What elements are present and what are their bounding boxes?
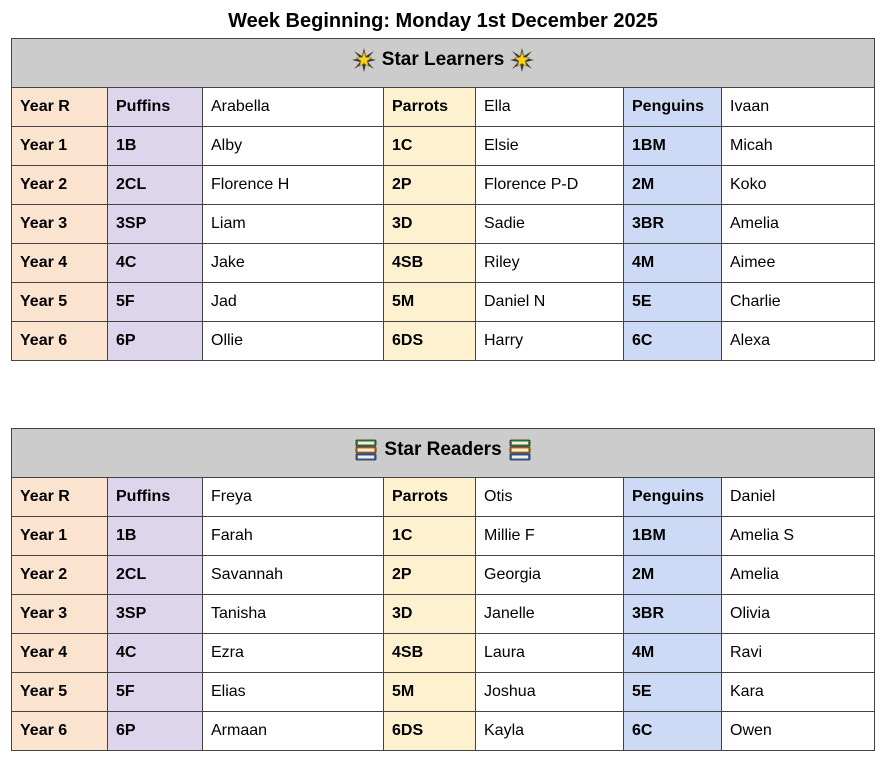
- pupil-name-cell: Jad: [203, 283, 384, 322]
- pupil-name-cell: Ivaan: [722, 88, 875, 127]
- section-heading-label: Star Readers: [384, 439, 502, 460]
- table-row: [12, 673, 875, 712]
- table-row: [12, 556, 875, 595]
- table-row: [12, 205, 875, 244]
- class-cell: 5F: [108, 283, 203, 322]
- year-cell: Year 5: [12, 283, 108, 322]
- class-cell: 6C: [624, 712, 722, 751]
- year-cell: Year 4: [12, 244, 108, 283]
- pupil-name-cell: Freya: [203, 478, 384, 517]
- pupil-name-cell: Ezra: [203, 634, 384, 673]
- pupil-name-cell: Florence P-D: [476, 166, 624, 205]
- class-cell: 5M: [384, 283, 476, 322]
- section-heading-label: Star Learners: [381, 49, 505, 70]
- pupil-name-cell: Janelle: [476, 595, 624, 634]
- class-cell: 3SP: [108, 205, 203, 244]
- pupil-name-cell: Amelia: [722, 205, 875, 244]
- books-icon: [354, 438, 378, 462]
- table-row: [12, 166, 875, 205]
- pupil-name-cell: Owen: [722, 712, 875, 751]
- pupil-name-cell: Laura: [476, 634, 624, 673]
- year-cell: Year R: [12, 478, 108, 517]
- pupil-name-cell: Florence H: [203, 166, 384, 205]
- year-cell: Year 2: [12, 166, 108, 205]
- pupil-name-cell: Daniel N: [476, 283, 624, 322]
- pupil-name-cell: Joshua: [476, 673, 624, 712]
- class-cell: 5E: [624, 673, 722, 712]
- books-icon: [508, 438, 532, 462]
- table-row: [12, 595, 875, 634]
- pupil-name-cell: Arabella: [203, 88, 384, 127]
- class-cell: Parrots: [384, 88, 476, 127]
- class-cell: Puffins: [108, 88, 203, 127]
- pupil-name-cell: Amelia S: [722, 517, 875, 556]
- pupil-name-cell: Elsie: [476, 127, 624, 166]
- class-cell: 6C: [624, 322, 722, 361]
- class-cell: 6DS: [384, 712, 476, 751]
- pupil-name-cell: Jake: [203, 244, 384, 283]
- class-cell: 6P: [108, 322, 203, 361]
- class-cell: 1BM: [624, 127, 722, 166]
- pupil-name-cell: Georgia: [476, 556, 624, 595]
- table-row: [12, 88, 875, 127]
- table-row: [12, 283, 875, 322]
- pupil-name-cell: Micah: [722, 127, 875, 166]
- pupil-name-cell: Ollie: [203, 322, 384, 361]
- pupil-name-cell: Sadie: [476, 205, 624, 244]
- star-learners-table: [11, 38, 875, 361]
- class-cell: 3BR: [624, 595, 722, 634]
- class-cell: 2M: [624, 166, 722, 205]
- year-cell: Year 6: [12, 322, 108, 361]
- pupil-name-cell: Tanisha: [203, 595, 384, 634]
- pupil-name-cell: Aimee: [722, 244, 875, 283]
- year-cell: Year 3: [12, 595, 108, 634]
- pupil-name-cell: Savannah: [203, 556, 384, 595]
- class-cell: 3BR: [624, 205, 722, 244]
- pupil-name-cell: Millie F: [476, 517, 624, 556]
- class-cell: 4C: [108, 634, 203, 673]
- table-row: [12, 478, 875, 517]
- year-cell: Year 6: [12, 712, 108, 751]
- pupil-name-cell: Ella: [476, 88, 624, 127]
- class-cell: 3D: [384, 205, 476, 244]
- class-cell: 2P: [384, 166, 476, 205]
- class-cell: 2M: [624, 556, 722, 595]
- pupil-name-cell: Charlie: [722, 283, 875, 322]
- pupil-name-cell: Amelia: [722, 556, 875, 595]
- pupil-name-cell: Riley: [476, 244, 624, 283]
- class-cell: 1B: [108, 517, 203, 556]
- pupil-name-cell: Koko: [722, 166, 875, 205]
- class-cell: 2CL: [108, 166, 203, 205]
- pupil-name-cell: Liam: [203, 205, 384, 244]
- class-cell: Puffins: [108, 478, 203, 517]
- class-cell: 4M: [624, 244, 722, 283]
- table-row: [12, 127, 875, 166]
- sparkle-star-icon: [352, 48, 376, 72]
- pupil-name-cell: Daniel: [722, 478, 875, 517]
- class-cell: 2P: [384, 556, 476, 595]
- class-cell: 4SB: [384, 634, 476, 673]
- page-title: Week Beginning: Monday 1st December 2025: [228, 10, 658, 32]
- pupil-name-cell: Elias: [203, 673, 384, 712]
- class-cell: Penguins: [624, 88, 722, 127]
- class-cell: 4C: [108, 244, 203, 283]
- table-row: [12, 634, 875, 673]
- table-row: [12, 244, 875, 283]
- pupil-name-cell: Olivia: [722, 595, 875, 634]
- pupil-name-cell: Ravi: [722, 634, 875, 673]
- star-readers-table: [11, 428, 875, 751]
- pupil-name-cell: Kayla: [476, 712, 624, 751]
- table-row: [12, 517, 875, 556]
- class-cell: Penguins: [624, 478, 722, 517]
- section-heading: [12, 39, 875, 88]
- pupil-name-cell: Otis: [476, 478, 624, 517]
- pupil-name-cell: Armaan: [203, 712, 384, 751]
- class-cell: 3SP: [108, 595, 203, 634]
- class-cell: 1C: [384, 517, 476, 556]
- pupil-name-cell: Farah: [203, 517, 384, 556]
- class-cell: 5M: [384, 673, 476, 712]
- pupil-name-cell: Harry: [476, 322, 624, 361]
- class-cell: 6DS: [384, 322, 476, 361]
- pupil-name-cell: Alexa: [722, 322, 875, 361]
- year-cell: Year 1: [12, 127, 108, 166]
- year-cell: Year 2: [12, 556, 108, 595]
- class-cell: 1BM: [624, 517, 722, 556]
- year-cell: Year 1: [12, 517, 108, 556]
- class-cell: 5E: [624, 283, 722, 322]
- class-cell: 4M: [624, 634, 722, 673]
- class-cell: 3D: [384, 595, 476, 634]
- class-cell: 1B: [108, 127, 203, 166]
- pupil-name-cell: Alby: [203, 127, 384, 166]
- class-cell: 2CL: [108, 556, 203, 595]
- class-cell: 4SB: [384, 244, 476, 283]
- class-cell: 6P: [108, 712, 203, 751]
- pupil-name-cell: Kara: [722, 673, 875, 712]
- class-cell: 5F: [108, 673, 203, 712]
- class-cell: Parrots: [384, 478, 476, 517]
- year-cell: Year 3: [12, 205, 108, 244]
- table-row: [12, 712, 875, 751]
- class-cell: 1C: [384, 127, 476, 166]
- year-cell: Year R: [12, 88, 108, 127]
- year-cell: Year 4: [12, 634, 108, 673]
- table-row: [12, 322, 875, 361]
- year-cell: Year 5: [12, 673, 108, 712]
- section-heading: [12, 429, 875, 478]
- sparkle-star-icon: [510, 48, 534, 72]
